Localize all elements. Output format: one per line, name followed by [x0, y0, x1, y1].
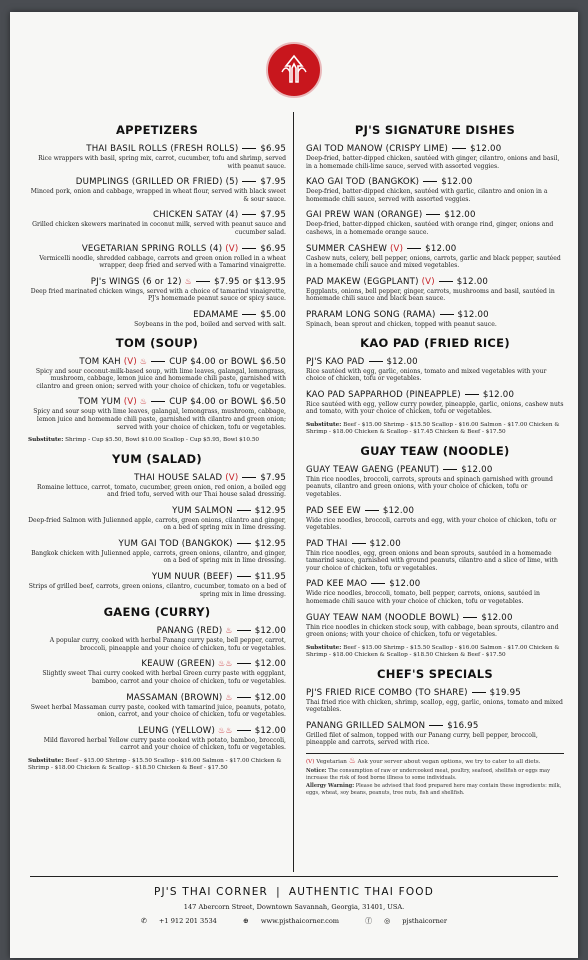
menu-item	[306, 612, 564, 639]
guayteaw-section	[306, 444, 564, 660]
menu-item-price: $5.00	[260, 309, 286, 320]
menu-item-name: GUAY TEAW NAM (NOODLE BOWL)	[306, 612, 460, 623]
guayteaw-list	[306, 464, 564, 639]
gaeng-list	[28, 625, 286, 752]
menu-item	[28, 725, 286, 752]
signature-section	[306, 123, 564, 329]
menu-item-price: $19.95	[489, 687, 521, 698]
menu-item-description: Mild flavored herbal Yellow curry paste cooked with potato, bamboo, broccoli, carrot and your choice of chicken, tofu or vegetables.	[43, 736, 286, 752]
menu-item-description: Deep-fried, batter-dipped chicken, sautéed with garlic, cilantro and onion in a homemade chili sauce, served with assorted veggies.	[306, 188, 548, 203]
price-dash	[196, 281, 210, 282]
menu-item-price: CUP $4.00 or BOWL $6.50	[169, 397, 286, 408]
vegetarian-badge: (V)	[123, 397, 137, 408]
notes-rule	[306, 753, 564, 754]
menu-item-name: PAD KEE MAO	[306, 579, 368, 590]
menu-item-description: Wide rice noodles, broccoli, carrots and egg, with your choice of chicken, tofu or vegetables.	[306, 516, 557, 532]
column-divider	[293, 112, 294, 872]
menu-item-header	[28, 243, 286, 255]
menu-item-name: PAD THAI	[306, 538, 348, 549]
menu-item-header	[306, 209, 564, 221]
vegetarian-badge: (V)	[225, 472, 239, 483]
appetizers-list	[28, 143, 286, 329]
menu-item-header	[306, 687, 564, 699]
menu-item-price: $7.95 or $13.95	[214, 276, 286, 287]
menu-item-price: $12.95	[254, 538, 286, 549]
menu-item	[28, 356, 286, 391]
menu-item-price: $12.00	[369, 538, 401, 549]
section-title: CHEF'S SPECIALS	[377, 666, 493, 681]
chili-icon: ♨	[139, 356, 148, 366]
price-dash	[365, 510, 379, 511]
price-dash	[242, 248, 256, 249]
substitute-note: Substitute: Shrimp - Cup $5.50, Bowl $10.00 Scallop - Cup $5.95, Bowl $10.50	[28, 437, 260, 444]
menu-item-name: PAD SEE EW	[306, 505, 361, 516]
menu-item	[28, 143, 286, 170]
menu-item-price: $12.00	[254, 692, 286, 703]
menu-item-price: $12.00	[470, 144, 502, 154]
menu-item-description: A popular curry, cooked with herbal Panang curry paste, bell pepper, carrot, broccoli, pineapple and your choice of chicken, tofu or vegetables.	[49, 637, 286, 652]
menu-item-description: Rice sautéed with egg, garlic, onions, tomato and mixed vegetables with your choice of chicken, tofu or vegetables.	[306, 367, 547, 383]
menu-item-header	[306, 276, 564, 288]
footer-title: PJ'S THAI CORNER | AUTHENTIC THAI FOOD	[153, 886, 435, 898]
price-dash	[429, 725, 443, 726]
substitute-note: Substitute: Beef - $15.00 Shrimp - $15.50 Scallop - $16.00 Salmon - $17.00 Chicken & Shrimp - $18.00 Chicken & Scallop - $17.45 Chicken & Beef - $17.50	[306, 421, 560, 436]
vegetarian-badge: (V)	[225, 243, 239, 254]
yum-list	[28, 472, 286, 599]
footer-rule	[30, 876, 558, 877]
price-dash	[237, 697, 251, 698]
menu-item-price: $12.00	[389, 579, 421, 590]
facebook-icon: ⓕ	[365, 917, 373, 925]
menu-item	[306, 209, 564, 236]
section-title: GUAY TEAW (NOODLE)	[360, 443, 510, 458]
price-dash	[237, 663, 251, 664]
menu-item-description: Deep fried marinated chicken wings, served with a choice of tamarind vinaigrette, PJ's homemade peanut sauce or spicy sauce.	[30, 287, 286, 303]
footer	[10, 880, 578, 926]
menu-item	[306, 464, 564, 499]
menu-item-header	[28, 396, 286, 408]
menu-item-description: Thin rice noodles, broccoli, carrots, sprouts and spinach garnished with ground peanuts, cilantro and green onions, with your choice of chicken, tofu or vegetables.	[306, 475, 553, 498]
menu-item-description: Spicy and sour soup with lime leaves, galangal, lemongrass, mushroom, cabbage, lemon juice and homemade chili paste, garnished with cilantro and green onion; served with your choice of chicken, tofu or vegetables.	[33, 408, 286, 431]
yum-section	[28, 452, 286, 599]
menu-item-header	[306, 464, 564, 476]
price-dash	[242, 477, 256, 478]
menu-item-header	[28, 356, 286, 368]
vegetarian-badge: (V)	[389, 243, 404, 254]
menu-item-name: PAD MAKEW (EGGPLANT)	[306, 276, 419, 287]
price-dash	[440, 314, 454, 315]
menu-item-price: $11.95	[254, 572, 286, 583]
tom-section	[28, 336, 286, 445]
section-title: KAO PAD (FRIED RICE)	[360, 335, 510, 350]
menu-item-header	[28, 472, 286, 484]
menu-item-description: Eggplants, onions, bell pepper, ginger, carrots, mushrooms and basil, sautéed in homemade chili sauce and black bean sauce.	[306, 287, 555, 303]
menu-item-description: Bangkok chicken with Julienned apple, carrots, green onions, cilantro, and ginger, on a bed of spring mix in lime dressing.	[31, 549, 286, 565]
menu-item-description: Spicy and sour coconut-milk-based soup, with lime leaves, galangal, lemongrass, mushroom, cabbage, lemon juice and homemade chili paste, garnished with cilantro and green onion; served with your choice of chicken, tofu or vegetables.	[35, 367, 286, 390]
price-dash	[237, 543, 251, 544]
chili-icon: ♨	[225, 692, 233, 702]
menu-item-description: Cashew nuts, celery, bell pepper, onions, carrots, garlic and black pepper, sautéed in a homemade chili sauce and mixed vegetables.	[306, 254, 561, 270]
menu-item	[306, 176, 564, 203]
menu-item	[28, 309, 286, 329]
footer-address: 147 Abercorn Street, Downtown Savannah, Georgia, 31401, USA.	[183, 903, 405, 911]
price-dash	[463, 617, 477, 618]
price-dash	[151, 361, 165, 362]
menu-item	[306, 578, 564, 605]
menu-item-price: $7.95	[260, 472, 286, 483]
menu-item-description: Deep-fried, batter-dipped chicken, sautéed with orange rind, ginger, onions and cashews, in a homemade orange sauce.	[306, 221, 554, 236]
menu-item-price: $12.00	[254, 725, 286, 736]
menu-item-price: $12.00	[444, 210, 476, 221]
section-title: GAENG (CURRY)	[103, 605, 211, 620]
chili-icon: ♨	[184, 276, 193, 286]
menu-item	[28, 625, 286, 652]
menu-item	[306, 276, 564, 303]
vegetarian-badge: (V)	[421, 276, 435, 287]
menu-item-price: $12.00	[441, 177, 473, 188]
menu-item-description: Minced pork, onion and cabbage, wrapped in wheat flour, served with black sweet & sour sauce.	[30, 188, 286, 203]
price-dash	[151, 401, 165, 402]
price-dash	[242, 314, 256, 315]
price-dash	[237, 576, 251, 577]
menu-item	[306, 143, 564, 170]
price-dash	[426, 214, 440, 215]
menu-item-description: Grilled chicken skewers marinated in coconut milk, served with peanut sauce and cucumber salad.	[32, 221, 286, 236]
menu-item-name: PJ's WINGS (6 or 12)	[90, 276, 182, 287]
menu-item-header	[28, 209, 286, 221]
restaurant-logo	[266, 42, 322, 98]
price-dash	[237, 510, 251, 511]
section-title: PJ'S SIGNATURE DISHES	[354, 123, 516, 137]
menu-item-price: $12.00	[482, 389, 515, 400]
menu-item-name: PANANG GRILLED SALMON	[306, 720, 426, 731]
tom-list	[28, 356, 286, 432]
menu-item-header	[28, 176, 286, 188]
price-dash	[369, 361, 383, 362]
menu-item-price: $12.00	[461, 464, 493, 475]
chili-icon: ♨	[225, 626, 233, 636]
menu-item-price: $12.00	[481, 612, 513, 623]
price-dash	[465, 394, 479, 395]
menu-item-header	[28, 571, 286, 583]
specials-section	[306, 667, 564, 747]
menu-item-price: $12.00	[457, 309, 489, 320]
menu-item-description: Soybeans in the pod, boiled and served with salt.	[134, 320, 286, 328]
price-dash	[452, 148, 466, 149]
menu-item-name: LEUNG (YELLOW)	[137, 725, 216, 736]
menu-item-header	[28, 505, 286, 517]
chili-icon: ♨♨	[217, 725, 233, 735]
menu-item-name: KAO GAI TOD (BANGKOK)	[306, 177, 420, 188]
menu-item-description: Rice sautéed with egg, yellow curry powder, pineapple, garlic, onions, cashew nuts and tomato, with your choice of chicken, tofu or vegetables.	[306, 400, 564, 416]
footer-contact	[10, 916, 578, 926]
globe-icon: ⊕	[242, 917, 249, 925]
phone-icon: ✆	[141, 917, 147, 925]
menu-item	[306, 389, 564, 416]
menu-item-name: MASSAMAN (BROWN)	[126, 692, 223, 703]
substitute-note: Substitute: Beef - $15.00 Shrimp - $15.50 Scallop - $16.00 Salmon - $17.00 Chicken & Shrimp - $18.00 Chicken & Scallop - $18.50 Chicken & Beef - $17.50	[28, 758, 282, 772]
menu-item-header	[28, 538, 286, 550]
website-link[interactable]: ⊕ www.pjsthaicorner.com	[242, 917, 340, 925]
menu-item-header	[306, 578, 564, 590]
menu-item-name: EDAMAME	[193, 309, 239, 320]
menu-item-header	[28, 276, 286, 288]
menu-item	[306, 687, 564, 714]
price-dash	[352, 543, 366, 544]
menu-item-description: Deep-fried Salmon with Julienned apple, carrots, green onions, cilantro and ginger, on a bed of spring mix in lime dressing.	[28, 516, 286, 532]
menu-item-name: YUM GAI TOD (BANGKOK)	[118, 538, 233, 549]
menu-item-price: $12.00	[456, 276, 489, 287]
menu-item-name: THAI HOUSE SALAD	[134, 472, 223, 483]
specials-list	[306, 687, 564, 747]
price-dash	[237, 730, 251, 731]
chili-icon: ♨	[139, 397, 148, 407]
kaopad-list	[306, 356, 564, 416]
chili-icon: ♨	[348, 756, 356, 766]
menu-item	[28, 472, 286, 499]
menu-item	[28, 396, 286, 431]
menu-item-description: Rice wrappers with basil, spring mix, carrot, cucumber, tofu and shrimp, served with peanut sauce.	[38, 155, 286, 170]
menu-item-description: Vermicelli noodle, shredded cabbage, carrots and green onion rolled in a wheat wrapper, deep fried and served with a Tamarind vinaigrette.	[39, 254, 286, 270]
menu-item-price: $7.95	[260, 210, 286, 221]
menu-item-header	[306, 538, 564, 550]
menu-item-price: $12.00	[382, 505, 415, 516]
menu-item	[306, 720, 564, 747]
phone[interactable]: ✆ +1 912 201 3534	[141, 917, 217, 925]
section-title: TOM (SOUP)	[115, 335, 199, 350]
menu-item-price: $12.00	[254, 626, 286, 637]
menu-notes	[306, 758, 564, 796]
menu-item-price: $16.95	[447, 720, 479, 731]
menu-item-name: YUM SALMON	[172, 505, 233, 516]
price-dash	[371, 583, 385, 584]
menu-item-description: Grilled filet of salmon, topped with our Panang curry, bell pepper, broccoli, pineapple and carrots, served with rice.	[306, 731, 538, 747]
left-column	[28, 116, 286, 779]
section-title: YUM (SALAD)	[112, 451, 202, 466]
menu-item-price: CUP $4.00 or BOWL $6.50	[169, 356, 286, 367]
diet-legend: (V) Vegetarian ♨ Ask your server about vegan options, we try to cater to all diets.	[306, 756, 541, 766]
menu-item-description: Thai fried rice with chicken, shrimp, scallop, egg, garlic, onions, tomato and mixed vegetables.	[306, 698, 563, 714]
social-link[interactable]: ⓕ ◎ pjsthaicorner	[365, 917, 447, 925]
menu-item-header	[306, 243, 564, 255]
menu-item	[28, 243, 286, 270]
menu-item	[306, 309, 564, 329]
price-dash	[472, 692, 486, 693]
price-dash	[423, 181, 437, 182]
menu-item-description: Sweet herbal Massaman curry paste, cooked with tamarind juice, peanuts, potato, onion, carrot, and your choice of chicken, tofu or vegetables.	[30, 703, 286, 719]
menu-item	[28, 209, 286, 236]
menu-item-header	[28, 692, 286, 704]
menu-item-name: SUMMER CASHEW	[306, 243, 388, 254]
menu-item-header	[306, 505, 564, 517]
vegetarian-badge: (V)	[123, 356, 137, 367]
menu-item-price: $12.00	[425, 243, 457, 254]
menu-item-name: PRARAM LONG SONG (RAMA)	[306, 309, 436, 320]
menu-item	[28, 505, 286, 532]
menu-item	[306, 356, 564, 383]
right-column	[306, 116, 564, 796]
menu-item-description: Deep-fried, batter-dipped chicken, sautéed with ginger, cilantro, onions and basil, in a homemade chili-lime sauce, served with assorted veggies.	[306, 155, 560, 170]
menu-item	[28, 571, 286, 598]
menu-item	[306, 505, 564, 532]
menu-item-name: TOM YUM	[78, 397, 121, 408]
menu-item-description: Spinach, bean sprout and chicken, topped with peanut sauce.	[306, 320, 497, 328]
menu-item-header	[306, 176, 564, 188]
menu-item-header	[306, 612, 564, 624]
menu-item-header	[306, 356, 564, 368]
menu-item	[28, 658, 286, 685]
menu-item-name: PJ'S KAO PAD	[306, 356, 365, 367]
menu-item-name: CHICKEN SATAY (4)	[152, 210, 239, 221]
menu-item-description: Slightly sweet Thai curry cooked with herbal Green curry paste with eggplant, bamboo, carrot and your choice of chicken, tofu or vegetables.	[42, 670, 286, 686]
menu-item	[306, 243, 564, 270]
menu-item-description: Thin rice noodles, egg, green onions and bean sprouts, sautéed in a homemade tamarind sauce, garnished with ground peanuts, cilantro and a slice of lime, with your choice of chicken, tofu or vegetables.	[306, 549, 558, 572]
menu-item-name: PANANG (RED)	[156, 626, 223, 637]
menu-item-name: PJ'S FRIED RICE COMBO (TO SHARE)	[306, 687, 468, 698]
price-dash	[242, 181, 256, 182]
menu-item-name: KEAUW (GREEN)	[141, 659, 216, 670]
menu-item	[28, 176, 286, 203]
menu-item-header	[306, 720, 564, 732]
kaopad-section	[306, 336, 564, 437]
gaeng-section	[28, 605, 286, 773]
menu-item	[28, 692, 286, 719]
menu-item	[28, 276, 286, 303]
menu-item-name: GUAY TEAW GAENG (PEANUT)	[306, 464, 440, 475]
menu-item-name: GAI PREW WAN (ORANGE)	[306, 210, 423, 221]
menu-item-header	[28, 143, 286, 155]
appetizers-section	[28, 123, 286, 329]
menu-item-header	[28, 725, 286, 737]
menu-item-header	[28, 658, 286, 670]
menu-item-description: Romaine lettuce, carrot, tomato, cucumber, green onion, red onion, a boiled egg and fried tofu, served with our Thai house salad dressing.	[37, 483, 286, 499]
menu-item-description: Wide rice noodles, broccoli, tomato, bell pepper, carrots, onions, sautéed in homemade chili sauce with your choice of chicken, tofu or vegetables.	[306, 590, 540, 606]
menu-item-header	[28, 625, 286, 637]
menu-item-name: YUM NUUR (BEEF)	[151, 572, 233, 583]
notice-text: Notice: The consumption of raw or undercooked meat, poultry, seafood, shellfish or eggs may increase the risk of food borne illness to some individuals.	[306, 768, 550, 781]
menu-item-name: GAI TOD MANOW (CRISPY LIME)	[306, 144, 449, 154]
menu-item-name: KAO PAD SAPPARHOD (PINEAPPLE)	[306, 389, 461, 400]
chili-icon: ♨♨	[217, 659, 233, 669]
menu-item-price: $7.95	[260, 177, 286, 188]
menu-item-name: TOM KAH	[79, 356, 121, 367]
price-dash	[242, 214, 256, 215]
allergy-text: Allergy Warning: Please be advised that food prepared here may contain these ingredients: milk, eggs, wheat, soy beans, peanuts, tree nuts, fish and shellfish.	[306, 783, 562, 796]
menu-item	[306, 538, 564, 573]
menu-item-header	[306, 389, 564, 401]
menu-item-price: $6.95	[260, 243, 286, 254]
price-dash	[443, 469, 457, 470]
menu-item-name: VEGETARIAN SPRING ROLLS (4)	[81, 243, 223, 254]
price-dash	[407, 248, 421, 249]
menu-sheet	[10, 12, 578, 958]
menu-item-header	[306, 143, 564, 155]
menu-item-header	[28, 309, 286, 321]
menu-item-description: Strips of grilled beef, carrots, green onions, cilantro, cucumber, tomato on a bed of spring mix in lime dressing.	[28, 583, 286, 598]
substitute-note: Substitute: Beef - $15.00 Shrimp - $15.50 Scallop - $16.00 Salmon - $17.00 Chicken & Shrimp - $18.00 Chicken & Scallop - $18.50 Chicken & Beef - $17.50	[306, 644, 560, 659]
signature-list	[306, 143, 564, 329]
menu-item-price: $12.00	[254, 659, 286, 670]
menu-item	[28, 538, 286, 565]
menu-item-price: $12.95	[254, 505, 286, 516]
menu-item-name: THAI BASIL ROLLS (FRESH ROLLS)	[86, 144, 239, 154]
menu-item-description: Thin rice noodles in chicken stock soup, with cabbage, bean sprouts, cilantro and green onions; with your choice of chicken, tofu or vegetables.	[306, 623, 559, 639]
menu-item-price: $6.95	[260, 144, 286, 154]
price-dash	[237, 630, 251, 631]
instagram-icon: ◎	[384, 917, 391, 925]
menu-item-price: $12.00	[386, 356, 418, 367]
price-dash	[242, 148, 256, 149]
menu-item-header	[306, 309, 564, 321]
price-dash	[439, 281, 453, 282]
menu-item-name: DUMPLINGS (GRILLED OR FRIED) (5)	[75, 177, 239, 188]
section-title: APPETIZERS	[115, 123, 199, 137]
